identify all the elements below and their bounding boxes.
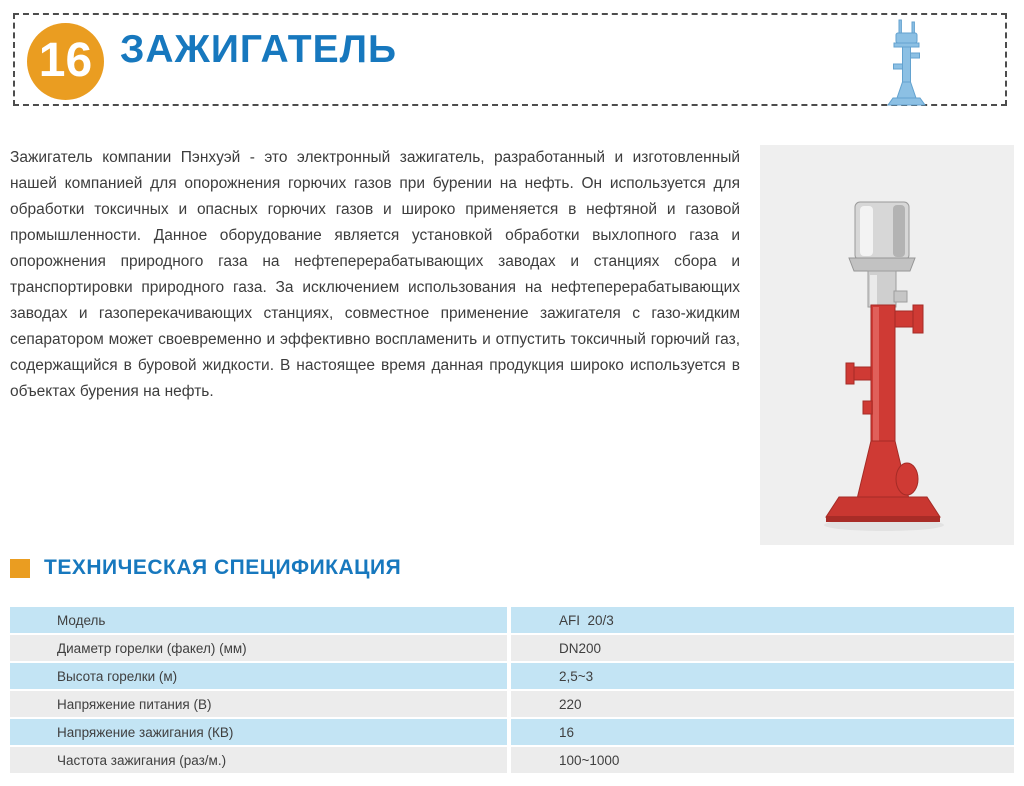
spec-row-label: Напряжение зажигания (КВ) [10, 719, 507, 745]
spec-row-value: AFI 20/3 [511, 607, 1014, 633]
spec-row-value: 100~1000 [511, 747, 1014, 773]
spec-row-value: 2,5~3 [511, 663, 1014, 689]
igniter-silhouette-icon [885, 18, 931, 108]
spec-table-row [10, 747, 1014, 773]
spec-row-value: 16 [511, 719, 1014, 745]
spec-row-label: Диаметр горелки (факел) (мм) [10, 635, 507, 661]
spec-table-row [10, 607, 1014, 633]
section-number: 16 [38, 33, 93, 87]
spec-table-row [10, 691, 1014, 717]
section-number-badge [27, 23, 104, 100]
spec-table-row [10, 719, 1014, 745]
spec-row-label: Напряжение питания (В) [10, 691, 507, 717]
spec-row-value: 220 [511, 691, 1014, 717]
spec-table-row [10, 663, 1014, 689]
orange-square-bullet-icon [10, 559, 30, 578]
spec-section-header [10, 556, 401, 580]
spec-row-value: DN200 [511, 635, 1014, 661]
igniter-photo-illustration [760, 145, 1014, 545]
section-header-box [13, 13, 1007, 106]
spec-section-title: ТЕХНИЧЕСКАЯ СПЕЦИФИКАЦИЯ [44, 556, 402, 579]
product-photo [760, 145, 1014, 545]
spec-row-label: Частота зажигания (раз/м.) [10, 747, 507, 773]
spec-row-label: Высота горелки (м) [10, 663, 507, 689]
product-description: Зажигатель компании Пэнхуэй - это электронный зажигатель, разработанный и изготовленный нашей компанией для опорожнения горючих газов при бурении на нефть. Он используется для обработки токсичных и опасных горючих газов и широко применяется в нефтяной и газовой промышленности. Данное оборудование является установкой обработки выхлопного газа и опорожнения природного газа на нефтеперерабатывающих заводах и станциях сбора и транспортировки природного газа. За исключением использования на нефтеперерабатывающих заводах и газоперекачивающих станциях, совместное применение зажигателя с газо-жидким сепаратором может своевременно и эффективно воспламенить и отпустить токсичный горючий газ, содержащийся в буровой жидкости. В настоящее время данная продукция широко используется в объектах бурения на нефть. [10, 149, 740, 400]
spec-table [10, 607, 1014, 775]
spec-row-label: Модель [10, 607, 507, 633]
page-title: ЗАЖИГАТЕЛЬ [120, 28, 397, 71]
spec-table-row [10, 635, 1014, 661]
intro-section [10, 145, 1014, 545]
